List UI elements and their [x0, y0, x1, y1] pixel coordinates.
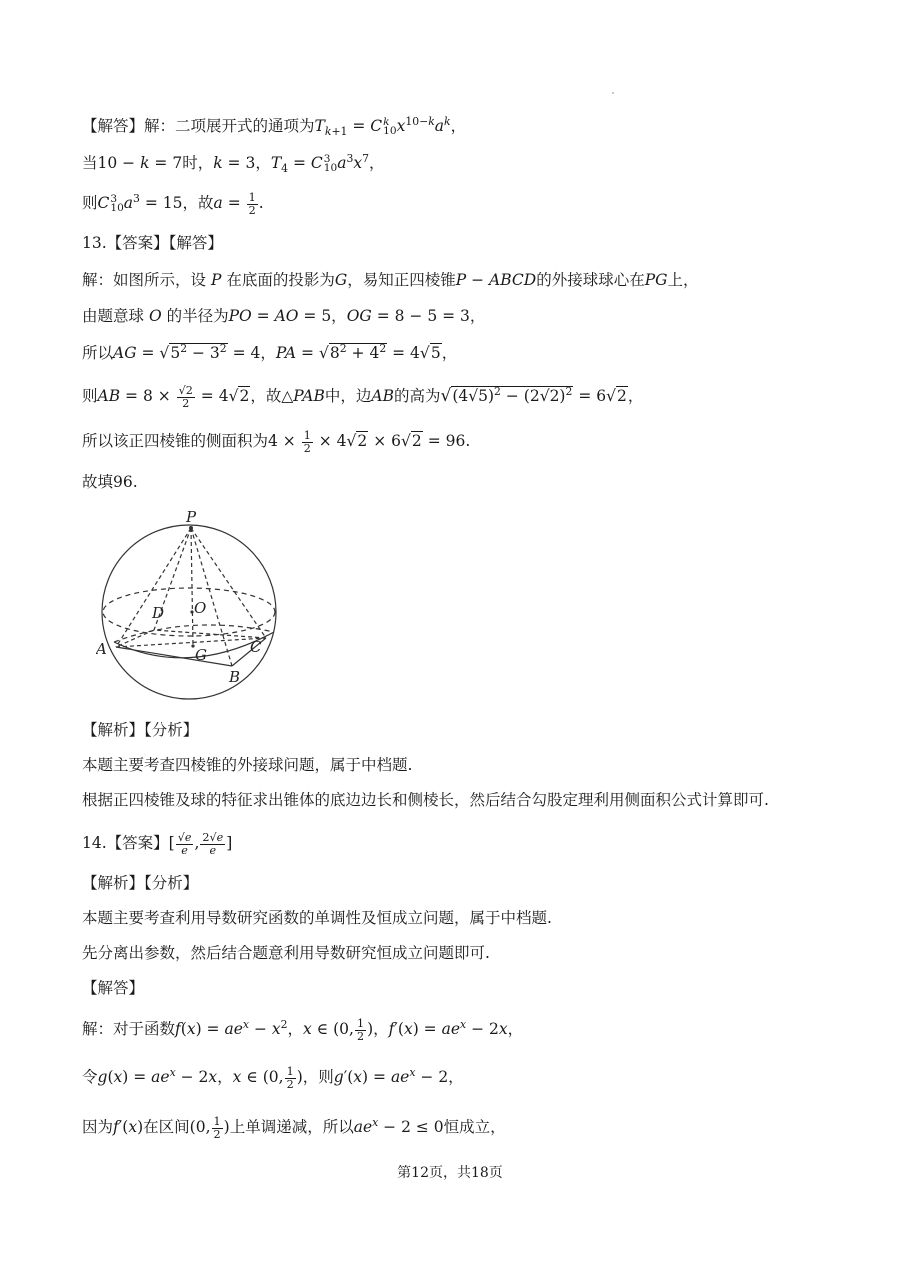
text: 的外接球球心在: [536, 271, 645, 289]
label-P: P: [186, 508, 197, 526]
edge-AB: [116, 647, 232, 666]
text: ，故: [182, 194, 214, 213]
text: ，易知正四棱锥: [347, 271, 456, 289]
q14-line-1: 解：对于函数$f(x) = ae^x - x^2$，x ∈ (0, $\frac{1}{2}$ )，$f'(x) = ae^x - 2x$，: [82, 1017, 524, 1043]
q13-line-5: 所以该正四棱锥的侧面积为4 × $\frac{1}{2}$ × 4√2 × 6√2 = 96.: [82, 429, 471, 455]
text: 因为: [82, 1118, 114, 1137]
text: 恒成立，: [443, 1118, 506, 1137]
text: 的高为: [393, 387, 441, 406]
segment-PG: [191, 528, 193, 646]
label-C: C: [250, 638, 262, 656]
q13-line-1: 解：如图所示，设 P 在底面的投影为G，易知正四棱锥P − ABCD的外接球球心在PG上，: [82, 271, 699, 289]
q14-analysis-heading: 【解析】【分析】: [82, 874, 199, 892]
q13-line-3: 所以AG = $√5^2 - 3^2 = 4$，PA = $√8^2 + 4^2 = 4√5$，: [82, 341, 458, 362]
sphere-outline: [102, 525, 276, 699]
q14-heading: 14.【答案】[ $\frac{√e}{e}$ , $\frac{2√e}{e}$ ]: [82, 831, 233, 857]
q14-line-2: 令$g(x) = ae^x - 2x$，x ∈ (0, $\frac{1}{2}$ )，则$g'(x) = ae^x - 2$，: [82, 1065, 464, 1091]
label-O: O: [194, 599, 207, 617]
label-D: D: [152, 604, 165, 622]
text: 解：如图所示，设: [82, 271, 207, 289]
text: 中，边: [324, 387, 372, 406]
page-footer: 第12页，共18页: [397, 1165, 503, 1181]
solution-line-2: 当10 − k = 7时，k = 3，$T_4 = C$ 3 10 $a^3x^7$，: [82, 151, 385, 176]
text: 则: [82, 194, 98, 213]
text: ，故△: [250, 387, 294, 406]
point-P: [189, 526, 193, 530]
q14-analysis-line-1: 本题主要考查利用导数研究函数的单调性及恒成立问题，属于中档题.: [82, 909, 552, 927]
scan-speck: [612, 92, 614, 94]
text: 上，: [667, 271, 699, 289]
q14-solution-heading: 【解答】: [82, 979, 145, 997]
text: 的半径为: [166, 307, 229, 325]
text: 14.【答案】: [82, 834, 169, 853]
q13-heading: 13.【答案】【解答】: [82, 234, 223, 252]
edge-CD: [154, 630, 266, 638]
solution-line-1: 【解答】解：二项展开式的通项为$T_{k+1} = C$ k 10 $x^{10-k}a^k$，: [82, 114, 467, 139]
solution-line-3: 则C 3 10 $a^3 = 15$，故a = $\frac{1}{2}$ .: [82, 191, 264, 217]
label-B: B: [229, 668, 241, 686]
text: 解：对于函数: [82, 1020, 176, 1039]
edge-PA: [116, 528, 191, 647]
text: 由题意球: [82, 307, 145, 325]
text: 所以该正四棱锥的侧面积为: [82, 432, 269, 451]
text: 上单调递减，所以: [229, 1118, 354, 1137]
analysis-line-2: 根据正四棱锥及球的特征求出锥体的底边边长和侧棱长，然后结合勾股定理利用侧面积公式计算即可.: [82, 791, 769, 809]
analysis-heading: 【解析】【分析】: [82, 721, 199, 739]
q14-line-3: 因为f′(x)在区间(0, $\frac{1}{2}$ )上单调递减，所以$ae^x - 2 \le 0$恒成立，: [82, 1115, 506, 1141]
text: 所以: [82, 344, 114, 362]
q14-analysis-line-2: 先分离出参数，然后结合题意利用导数研究恒成立问题即可.: [82, 944, 490, 962]
text: 当: [82, 154, 98, 172]
edge-DA: [116, 630, 154, 647]
text: 时，: [182, 154, 214, 172]
sphere-pyramid-figure: [96, 508, 296, 704]
analysis-line-1: 本题主要考查四棱锥的外接球问题，属于中档题.: [82, 756, 413, 774]
text: 在区间: [143, 1118, 190, 1137]
text: 令: [82, 1068, 98, 1087]
text: 【解答】解：二项展开式的通项为: [82, 117, 315, 135]
q13-fill-answer: 故填96.: [82, 473, 138, 491]
text: ，则: [302, 1068, 334, 1087]
label-A: A: [96, 640, 107, 658]
text: 在底面的投影为: [226, 271, 335, 289]
sphere-equator: [103, 588, 275, 636]
q13-line-2: 由题意球 O 的半径为PO = AO = 5，OG = 8 − 5 = 3，: [82, 307, 486, 325]
text: 则: [82, 387, 98, 406]
q13-line-4: 则AB = 8 × $\frac{√2}{2}$ = 4√2，故△PAB中，边AB的高为$√(4√5)^2 - (2√2)^2 = 6√2$，: [82, 384, 644, 410]
edge-PC: [191, 528, 266, 638]
label-G: G: [195, 646, 207, 664]
